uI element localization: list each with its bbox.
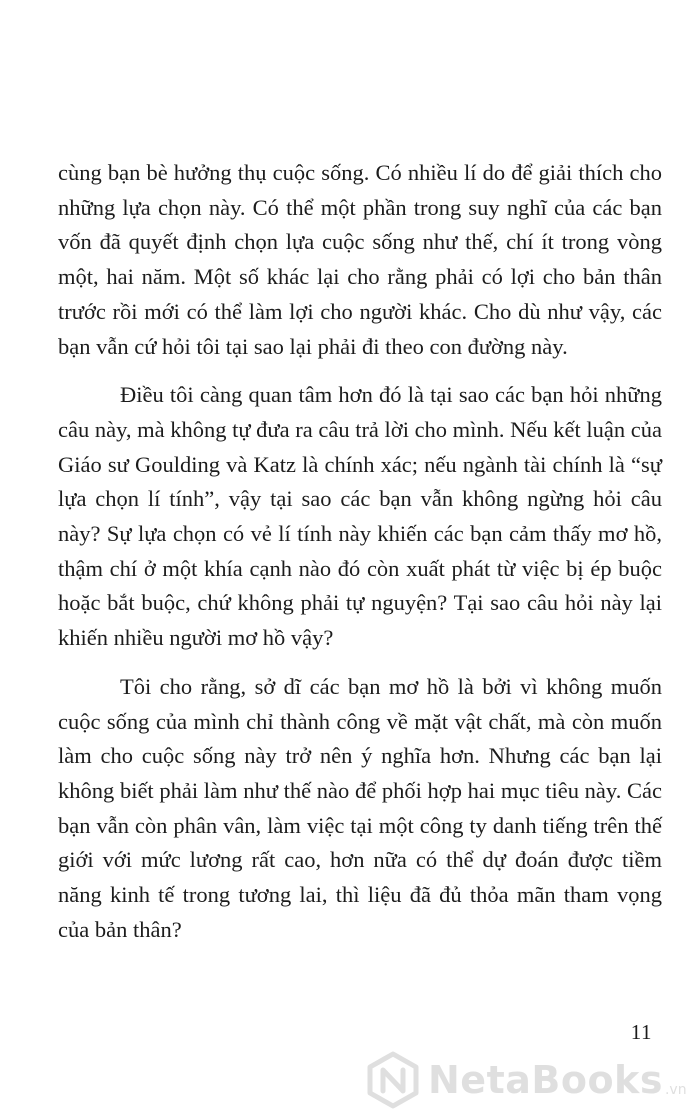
paragraph-3: Tôi cho rằng, sở dĩ các bạn mơ hồ là bởi vì không muốn cuộc sống của mình chỉ thành công về mặt vật chất, mà còn muốn làm cho cuộc sống này trở nên ý nghĩa hơn. Nhưng các bạn lại không biết phải làm như thế nào để phối hợp hai mục tiêu này. Các bạn vẫn còn phân vân, làm việc tại một công ty danh tiếng trên thế giới với mức lương rất cao, hơn nữa có thể dự đoán được tiềm năng kinh tế trong tương lai, thì liệu đã đủ thỏa mãn tham vọng của bản thân? xyxy=(58,673,662,942)
watermark xyxy=(364,1040,700,1120)
watermark-brand: NetaBooks xyxy=(428,1058,663,1102)
netabooks-logo-icon xyxy=(364,1051,422,1109)
paragraph-2: Điều tôi càng quan tâm hơn đó là tại sao các bạn hỏi những câu này, mà không tự đưa ra câu trả lời cho mình. Nếu kết luận của Giáo sư Goulding và Katz là chính xác; nếu ngành tài chính là “sự lựa chọn lí tính”, vậy tại sao các bạn vẫn không ngừng hỏi câu này? Sự lựa chọn có vẻ lí tính này khiến các bạn cảm thấy mơ hồ, thậm chí ở một khía cạnh nào đó còn xuất phát từ việc bị ép buộc hoặc bắt buộc, chứ không phải tự nguyện? Tại sao câu hỏi này lại khiến nhiều người mơ hồ vậy? xyxy=(58,382,662,651)
paragraph-1: cùng bạn bè hưởng thụ cuộc sống. Có nhiều lí do để giải thích cho những lựa chọn này. Có thể một phần trong suy nghĩ của các bạn vốn đã quyết định chọn lựa cuộc sống như thế, chí ít trong vòng một, hai năm. Một số khác lại cho rằng phải có lợi cho bản thân trước rồi mới có thể làm lợi cho người khác. Cho dù như vậy, các bạn vẫn cứ hỏi tôi tại sao lại phải đi theo con đường này. xyxy=(58,160,662,359)
page-number: 11 xyxy=(630,1020,652,1044)
page-body xyxy=(58,156,662,947)
watermark-suffix: .vn xyxy=(664,1082,687,1098)
